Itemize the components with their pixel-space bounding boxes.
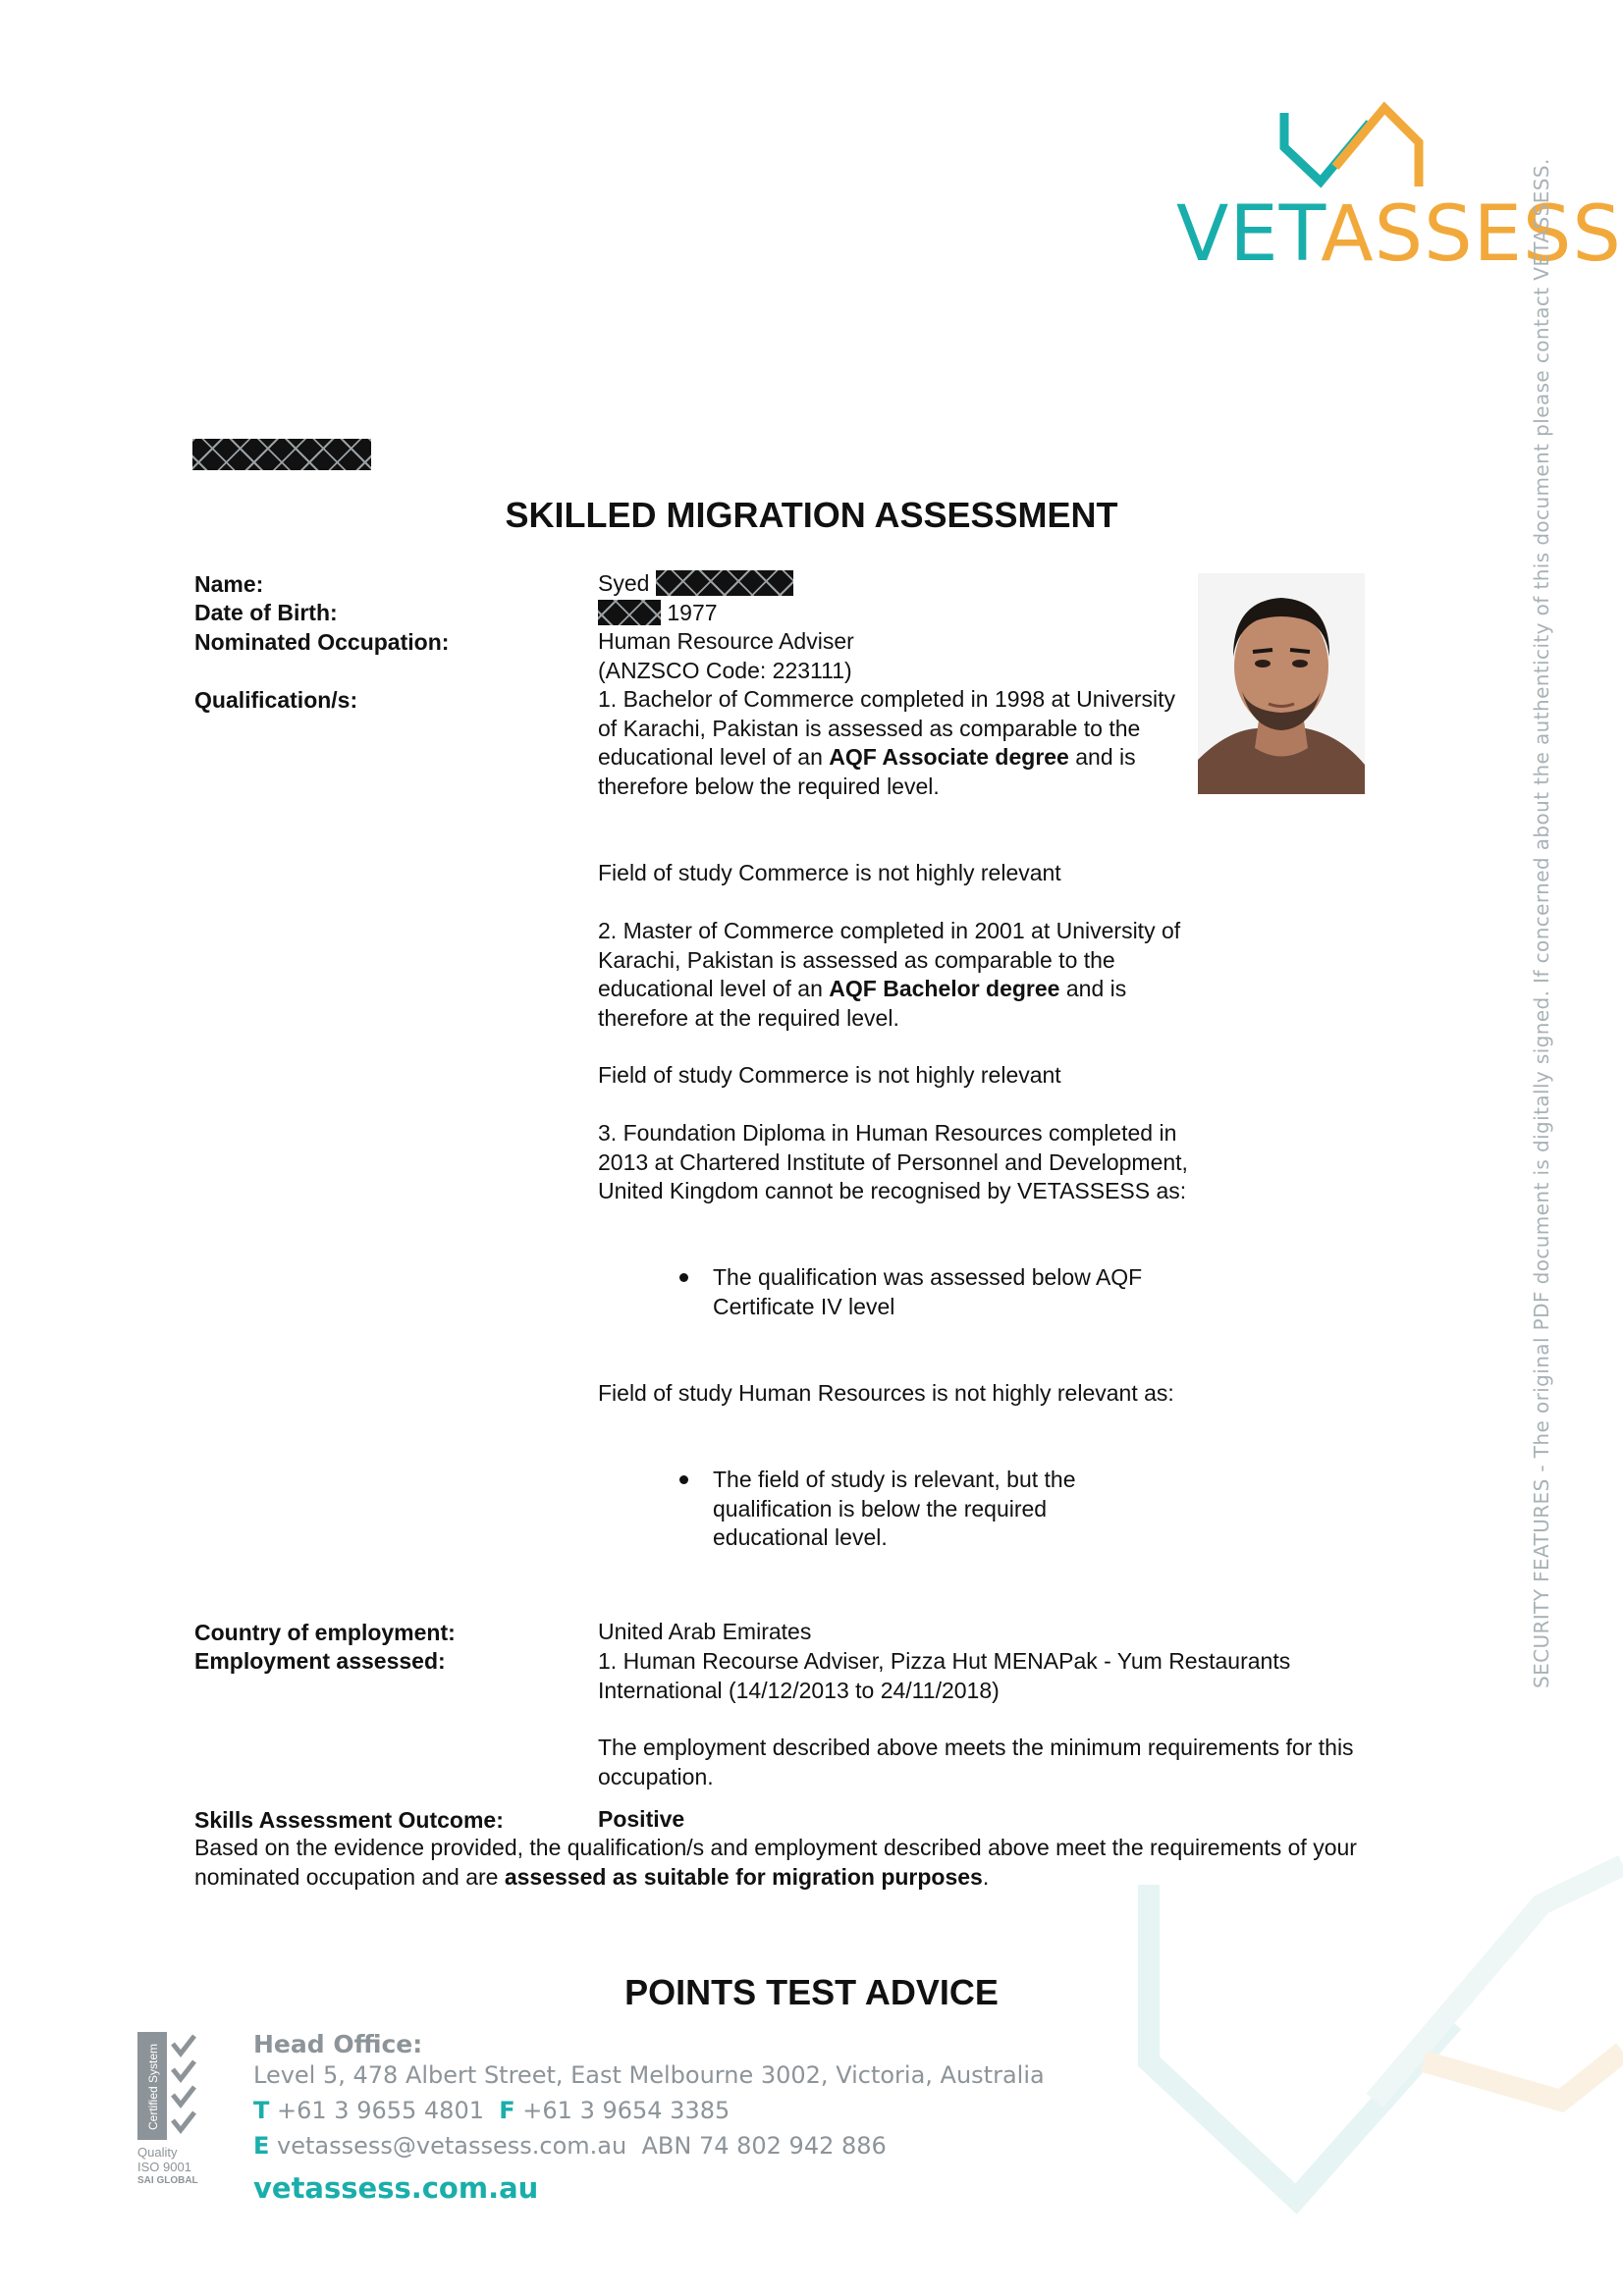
country-label: Country of employment: — [194, 1620, 456, 1645]
email-link[interactable]: vetassess@vetassess.com.au — [277, 2132, 627, 2160]
outcome-statement: Based on the evidence provided, the qualification/s and employment described above meet the requirements of your nominated occupation and are assessed as suitable for migration purposes. — [194, 1835, 1357, 1890]
occupation-label: Nominated Occupation: — [194, 629, 450, 655]
badge-quality: Quality — [137, 2145, 178, 2160]
employment-note: The employment described above meets the minimum requirements for this occupation. — [598, 1735, 1354, 1789]
website-link[interactable]: vetassess.com.au — [253, 2171, 539, 2205]
redacted-surname — [656, 570, 793, 596]
qualification-3-field: Field of study Human Resources is not highly relevant as: — [598, 1380, 1174, 1406]
footer-email-abn: E vetassess@vetassess.com.au ABN 74 802 942 886 — [253, 2132, 887, 2160]
dob-label: Date of Birth: — [194, 600, 338, 625]
qualification-2: 2. Master of Commerce completed in 2001 at University of Karachi, Pakistan is assessed as comparable to the educational level of an AQF Bachelor degree and is therefore at the required level. — [598, 918, 1181, 1031]
vetassess-logo-text: VETASSESS — [1176, 190, 1622, 279]
iso-certification-badge — [137, 2032, 211, 2199]
footer-phone-fax: T +61 3 9655 4801 F +61 3 9654 3385 — [253, 2097, 730, 2124]
bullet-icon — [679, 1273, 688, 1282]
qualifications-label: Qualification/s: — [194, 687, 358, 713]
applicant-photo — [1198, 573, 1365, 794]
redacted-dob — [598, 600, 661, 625]
occupation-value: Human Resource Adviser — [598, 628, 854, 654]
country-value: United Arab Emirates — [598, 1619, 812, 1644]
vetassess-logo-icon — [1276, 93, 1434, 201]
svg-text:Certified System: Certified System — [146, 2043, 160, 2130]
outcome-value: Positive — [598, 1806, 685, 1832]
security-notice: SECURITY FEATURES - The original PDF document is digitally signed. If concerned about the authenticity of this document please contact VETASSESS. — [1530, 158, 1553, 1688]
qualification-1: 1. Bachelor of Commerce completed in 1998 at University of Karachi, Pakistan is assessed as comparable to the educational level of an AQF Associate degree and is therefore below the required level. — [598, 686, 1176, 799]
bullet-icon — [679, 1475, 688, 1484]
redacted-reference — [192, 439, 371, 470]
document-title: SKILLED MIGRATION ASSESSMENT — [505, 495, 1118, 535]
outcome-label: Skills Assessment Outcome: — [194, 1807, 504, 1833]
employment-value: 1. Human Recourse Adviser, Pizza Hut MENAPak - Yum Restaurants International (14/12/2013 to 24/11/2018) — [598, 1648, 1291, 1703]
dob-value: 1977 — [598, 599, 718, 628]
badge-iso: ISO 9001 — [137, 2160, 191, 2174]
employment-label: Employment assessed: — [194, 1648, 446, 1674]
qualification-3-bullet: The qualification was assessed below AQF Certificate IV level — [713, 1264, 1143, 1319]
footer-address: Level 5, 478 Albert Street, East Melbourne 3002, Victoria, Australia — [253, 2061, 1045, 2089]
badge-sai: SAI GLOBAL — [137, 2175, 198, 2186]
anzsco-code: (ANZSCO Code: 223111) — [598, 658, 852, 683]
footer-head-office: Head Office: — [253, 2030, 423, 2058]
qualification-3-field-bullet: The field of study is relevant, but the qualification is below the required educational level. — [713, 1467, 1076, 1550]
qualification-2-field: Field of study Commerce is not highly relevant — [598, 1062, 1061, 1088]
qualification-3: 3. Foundation Diploma in Human Resources completed in 2013 at Chartered Institute of Personnel and Development, United Kingdom cannot be recognised by VETASSESS as: — [598, 1120, 1188, 1203]
name-value: Syed — [598, 569, 793, 599]
points-test-title: POINTS TEST ADVICE — [624, 1972, 999, 2012]
qualification-1-field: Field of study Commerce is not highly relevant — [598, 860, 1061, 885]
name-label: Name: — [194, 571, 264, 597]
certified-system-icon — [137, 2032, 211, 2140]
